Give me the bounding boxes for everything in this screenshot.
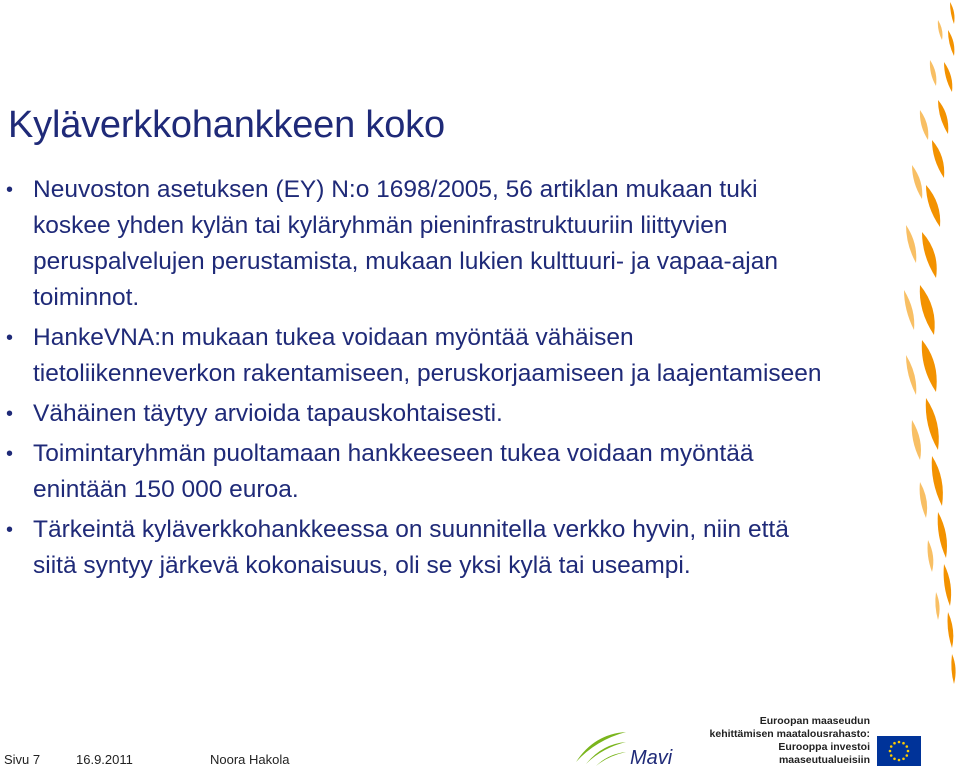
page-number: Sivu 7 bbox=[4, 752, 41, 767]
bullet-text: Neuvoston asetuksen (EY) N:o 1698/2005, 56 artiklan mukaan tuki koskee yhden kylän tai kyläryhmän pieninfrastruktuuriin liittyvien peruspalvelujen perustamista, mukaan lukien kulttuuri- ja vapaa-ajan toiminnot. bbox=[33, 176, 778, 311]
eu-text-line: Euroopan maaseudun bbox=[759, 715, 870, 727]
bullet-text: Tärkeintä kyläverkkohankkeessa on suunnitella verkko hyvin, niin että siitä syntyy järkevä kokonaisuus, oli se yksi kylä tai useampi. bbox=[33, 516, 789, 579]
eu-fund-text bbox=[690, 715, 870, 767]
footer-author: Noora Hakola bbox=[210, 752, 290, 767]
footer-date: 16.9.2011 bbox=[76, 752, 133, 767]
bullet-marker: • bbox=[6, 519, 14, 541]
bullet-marker: • bbox=[6, 443, 14, 465]
bullet-list bbox=[6, 172, 836, 588]
list-item bbox=[6, 172, 836, 316]
list-item bbox=[6, 512, 836, 584]
mavi-logo-text: Mavi bbox=[630, 747, 673, 768]
slide-title: Kyläverkkohankkeen koko bbox=[8, 104, 445, 146]
decorative-wave bbox=[820, 0, 960, 700]
bullet-marker: • bbox=[6, 179, 14, 201]
footer bbox=[0, 715, 960, 771]
bullet-text: Vähäinen täytyy arvioida tapauskohtaisesti. bbox=[33, 400, 503, 427]
list-item bbox=[6, 320, 836, 392]
list-item bbox=[6, 396, 836, 432]
eu-text-line: kehittämisen maatalousrahasto: bbox=[709, 728, 870, 740]
eu-flag-icon bbox=[877, 736, 921, 766]
bullet-text: Toimintaryhmän puoltamaan hankkeeseen tukea voidaan myöntää enintään 150 000 euroa. bbox=[33, 440, 754, 503]
mavi-logo bbox=[572, 732, 682, 768]
bullet-text: HankeVNA:n mukaan tukea voidaan myöntää vähäisen tietoliikenneverkon rakentamiseen, peruskorjaamiseen ja laajentamiseen bbox=[33, 324, 822, 387]
list-item bbox=[6, 436, 836, 508]
bullet-marker: • bbox=[6, 403, 14, 425]
eu-text-line: Eurooppa investoi maaseutualueisiin bbox=[778, 741, 870, 766]
bullet-marker: • bbox=[6, 327, 14, 349]
